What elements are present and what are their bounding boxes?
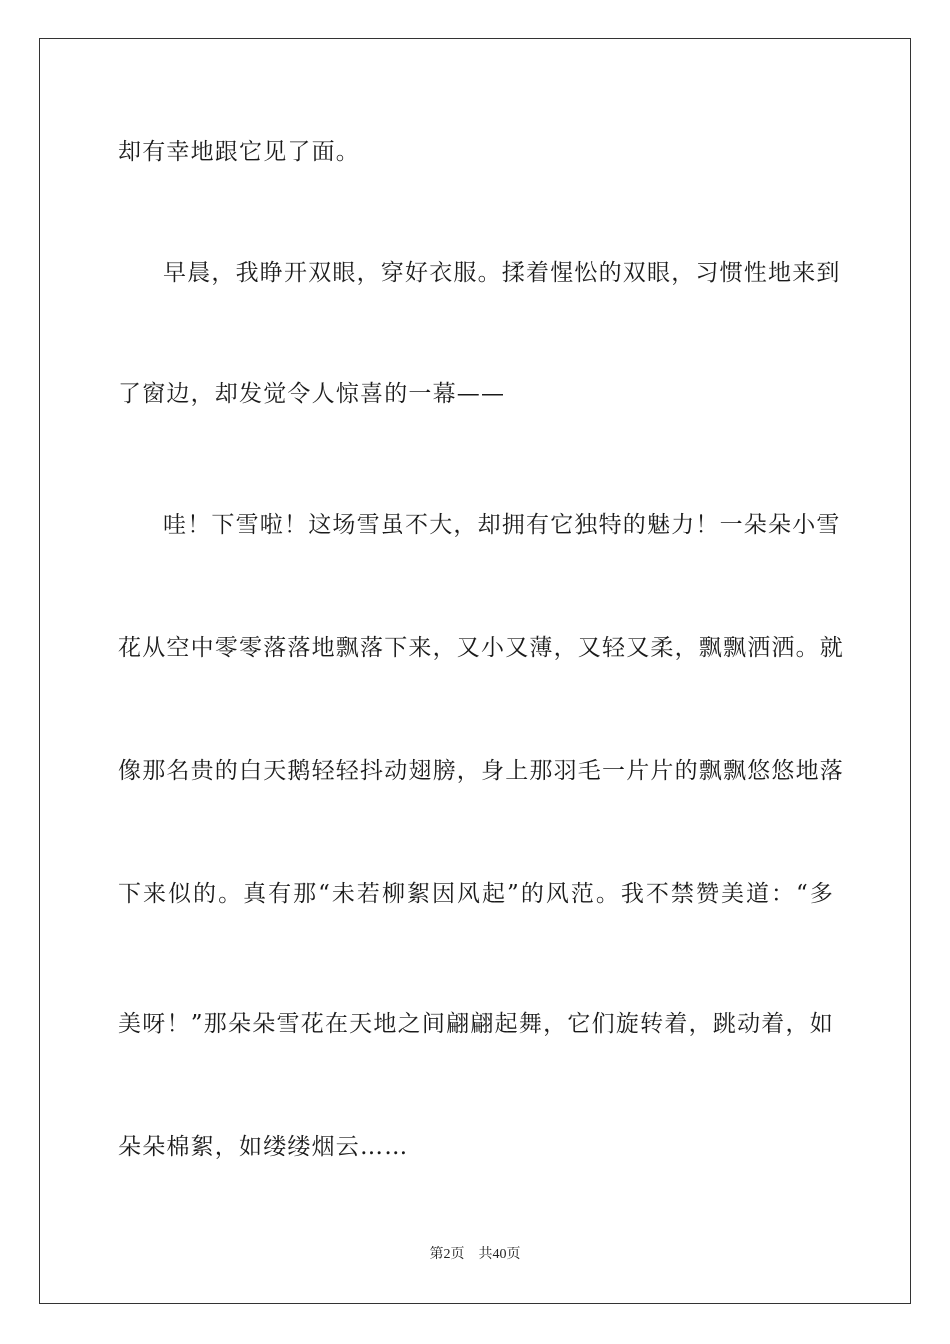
text-line-8: 美呀！”那朵朵雪花在天地之间翩翩起舞，它们旋转着，跳动着，如 bbox=[118, 1011, 834, 1037]
page-footer bbox=[0, 1246, 950, 1264]
page-number: 第2页 bbox=[429, 1247, 465, 1262]
text-line-5: 花从空中零零落落地飘落下来，又小又薄，又轻又柔，飘飘洒洒。就 bbox=[118, 635, 844, 661]
text-line-6: 像那名贵的白天鹅轻轻抖动翅膀，身上那羽毛一片片的飘飘悠悠地落 bbox=[118, 758, 844, 784]
text-line-2: 早晨，我睁开双眼，穿好衣服。揉着惺忪的双眼，习惯性地来到 bbox=[163, 260, 841, 286]
text-line-4: 哇！下雪啦！这场雪虽不大，却拥有它独特的魅力！一朵朵小雪 bbox=[163, 512, 841, 538]
text-line-9: 朵朵棉絮，如缕缕烟云…… bbox=[118, 1134, 409, 1160]
page-border bbox=[39, 38, 911, 1304]
page-total: 共40页 bbox=[478, 1247, 521, 1262]
text-line-1: 却有幸地跟它见了面。 bbox=[118, 139, 360, 165]
text-line-7: 下来似的。真有那“未若柳絮因风起”的风范。我不禁赞美道：“多 bbox=[118, 881, 834, 907]
text-line-3: 了窗边，却发觉令人惊喜的一幕—— bbox=[118, 381, 506, 407]
